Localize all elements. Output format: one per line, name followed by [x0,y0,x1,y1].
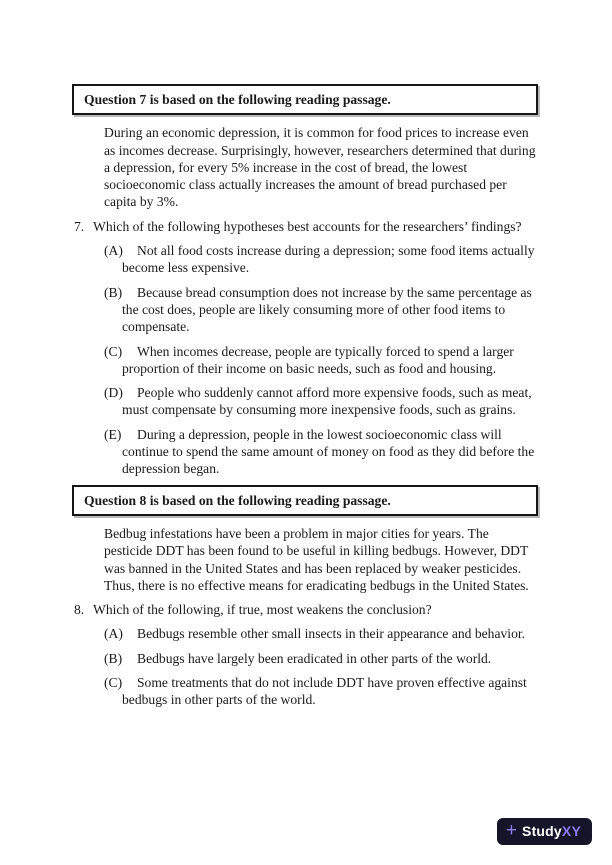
question-8-header-box: Question 8 is based on the following reading passage. [72,485,538,516]
question-7-header-box: Question 7 is based on the following reading passage. [72,84,538,115]
question-7-option-b [104,284,538,336]
question-7-option-e [104,426,538,478]
question-7-text: Which of the following hypotheses best accounts for the researchers’ findings? [93,218,522,234]
option-text: Not all food costs increase during a depression; some food items actually become less expensive. [122,243,535,276]
question-7-passage: During an economic depression, it is common for food prices to increase even as incomes decrease. Surprisingly, however, researchers determined that during a depression, for every 5% increase in the cost of bread, the lowest socioeconomic class actually increases the amount of bread purchased per capita by 3%. [104,125,536,210]
option-text: Some treatments that do not include DDT have proven effective against bedbugs in other parts of the world. [122,675,527,708]
option-text: Bedbugs resemble other small insects in their appearance and behavior. [137,626,526,642]
question-8-option-b [104,650,538,667]
document-page [72,0,538,716]
option-label: (A) [104,243,123,259]
option-label: (C) [104,675,123,691]
option-label: (E) [104,426,122,442]
studyxy-logo [497,818,592,845]
option-label: (A) [104,626,123,642]
question-7-number: 7. [74,218,85,234]
plus-icon: + [505,820,518,841]
question-8-number: 8. [74,602,85,618]
question-7-option-a [104,242,538,277]
question-7-option-d [104,384,538,419]
logo-wordmark [522,823,581,841]
option-label: (C) [104,343,123,359]
logo-text-xy: XY [561,822,581,839]
option-label: (B) [104,284,123,300]
question-7-option-c [104,343,538,378]
option-label: (B) [104,650,123,666]
option-text: When incomes decrease, people are typically forced to spend a larger proportion of their income on basic needs, such as food and housing. [122,343,514,376]
logo-text-study: Study [522,822,562,839]
question-8-text: Which of the following, if true, most weakens the conclusion? [93,602,432,618]
option-text: Because bread consumption does not increase by the same percentage as the cost does, people are likely consuming more of other food items to compensate. [122,284,532,335]
option-text: People who suddenly cannot afford more expensive foods, such as meat, must compensate by consuming more inexpensive foods, such as grains. [122,385,532,418]
question-7 [72,218,538,235]
option-label: (D) [104,385,123,401]
option-text: Bedbugs have largely been eradicated in other parts of the world. [137,650,492,666]
question-8-option-a [104,625,538,642]
question-8-passage: Bedbug infestations have been a problem in major cities for years. The pesticide DDT has been found to be useful in killing bedbugs. However, DDT was banned in the United States and has been replaced by weaker pesticides. Thus, there is no effective means for eradicating bedbugs in the United States. [104,525,529,593]
option-text: During a depression, people in the lowest socioeconomic class will continue to spend the same amount of money on food as they did before the depression began. [122,426,535,477]
question-8 [72,601,538,618]
question-8-option-c [104,674,538,709]
